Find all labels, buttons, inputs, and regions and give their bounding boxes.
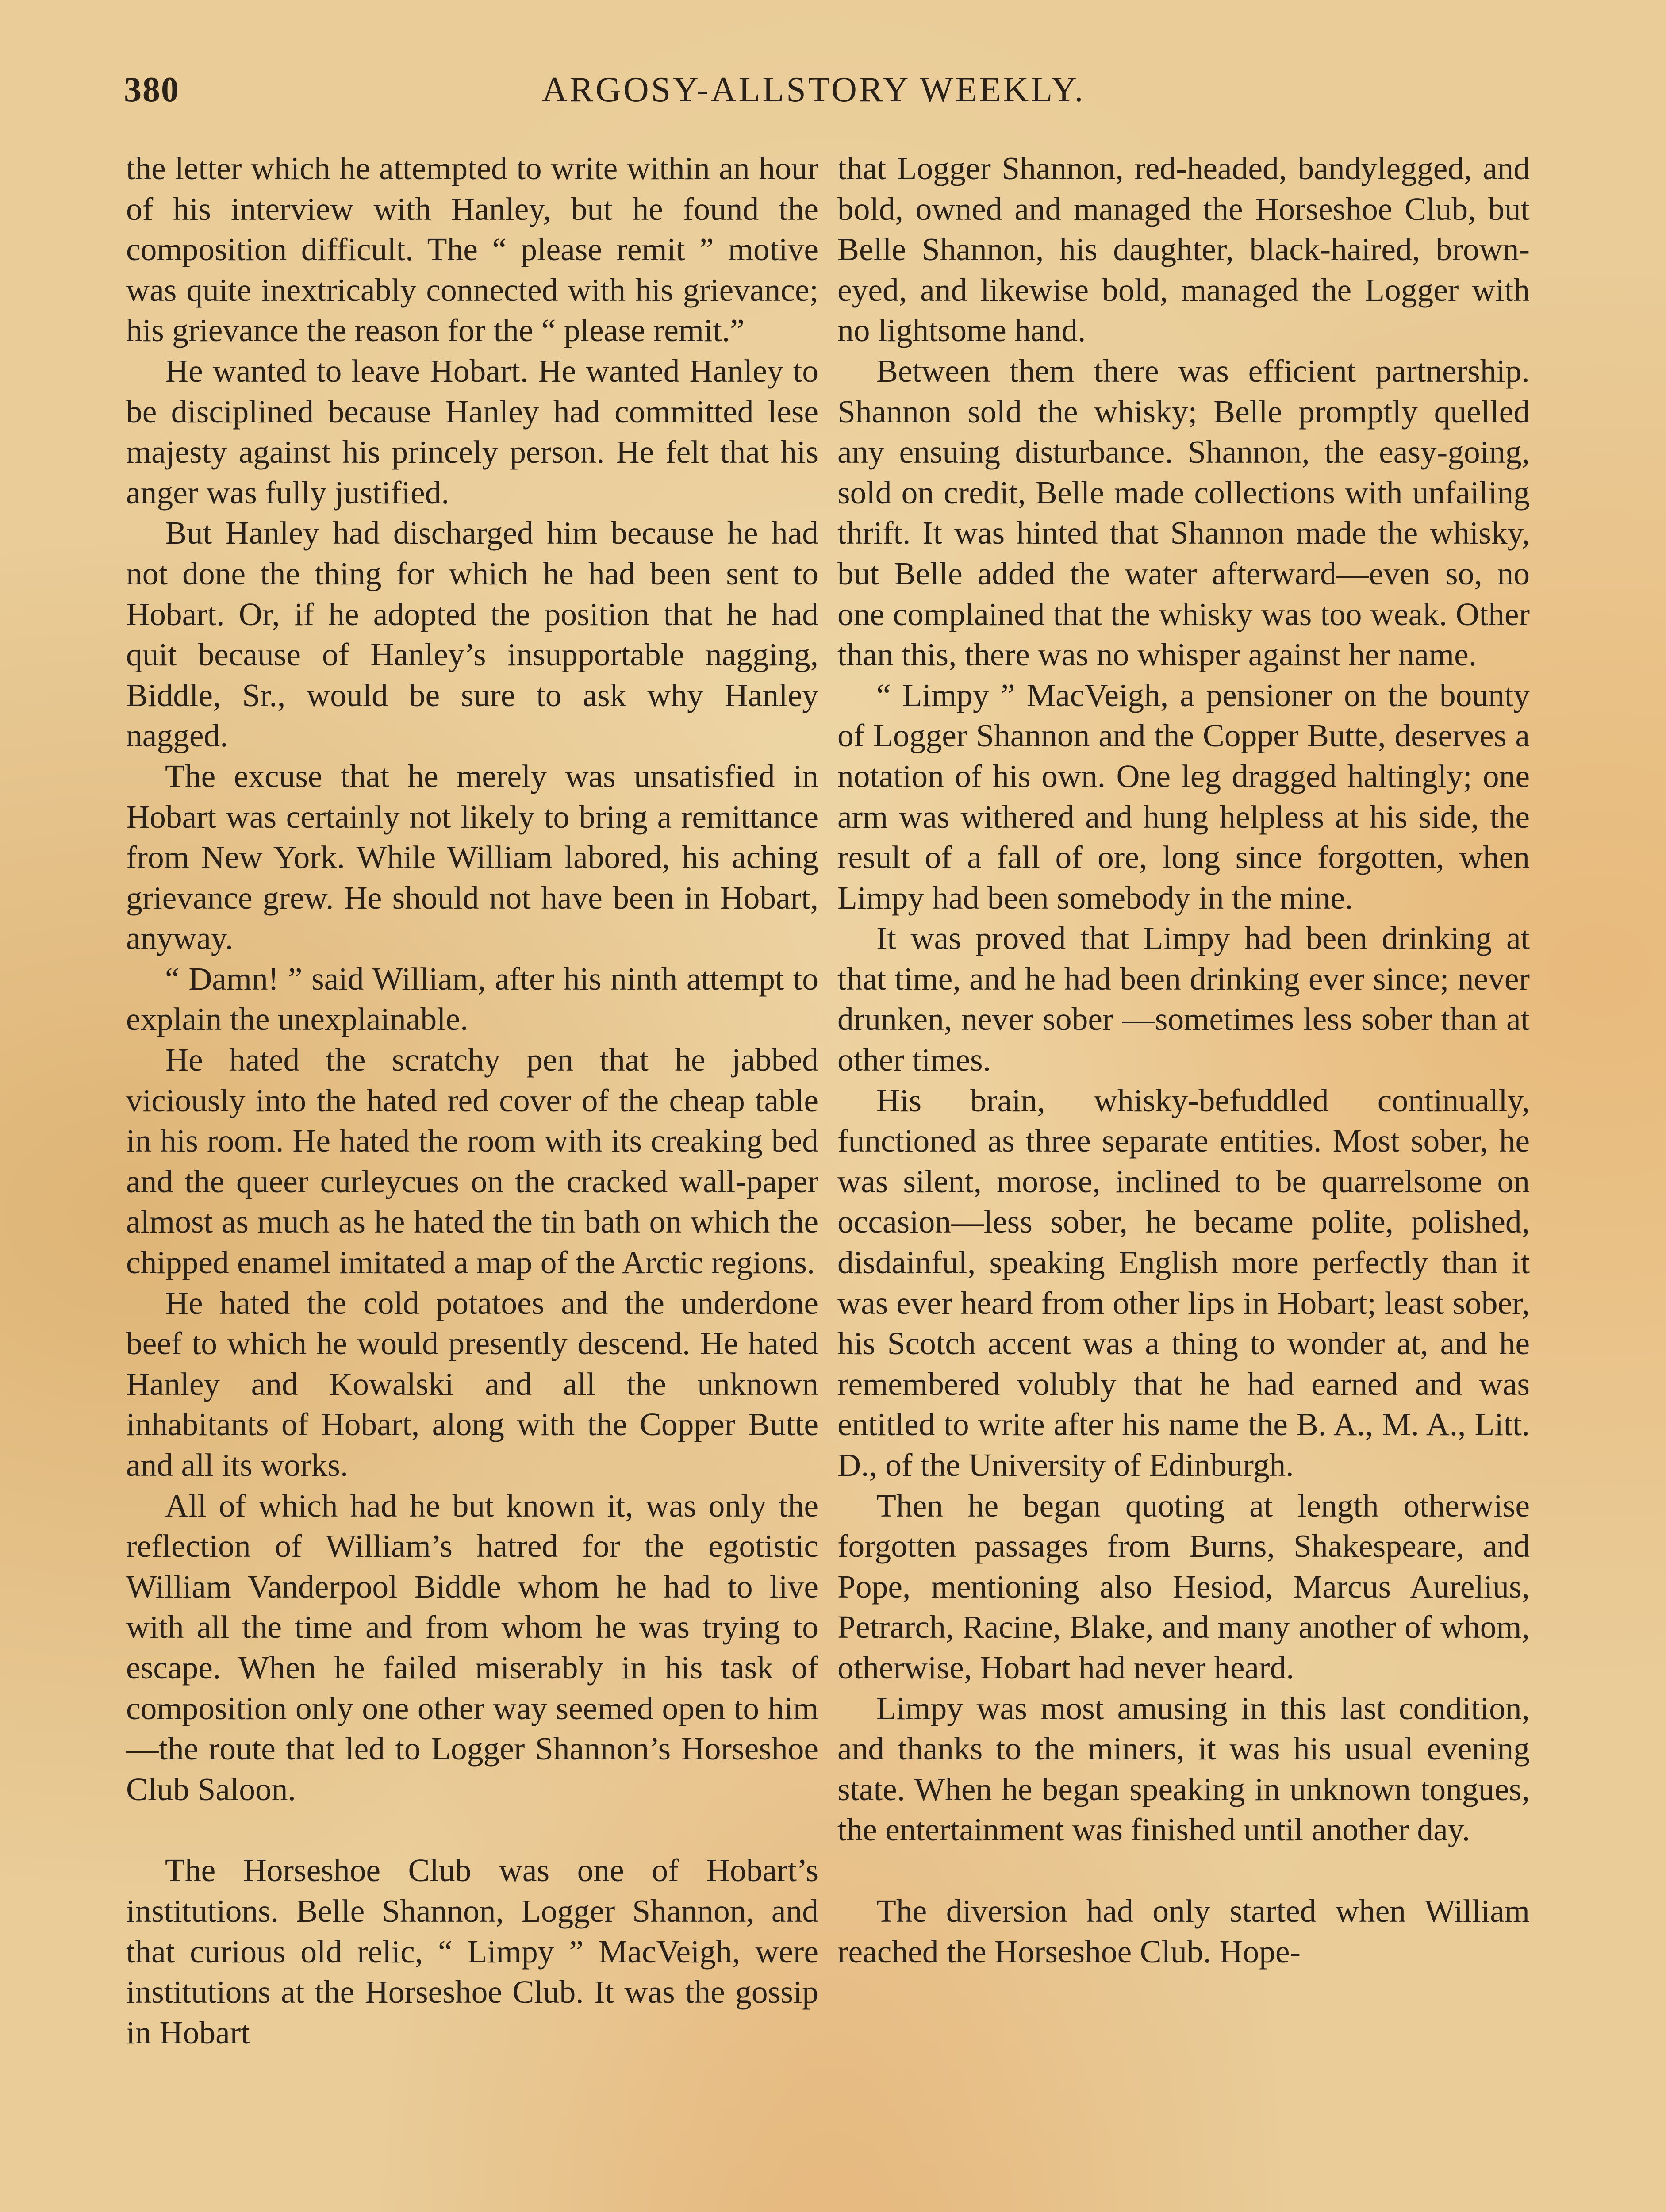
paragraph: Then he began quoting at length otherwise forgotten passages from Burns, Shakespeare, and Pope, mentioning also Hesiod, Marcus Aurelius, Petrarch, Racine, Blake, and many another of whom, otherwise, Hobart had never heard.	[837, 1487, 1530, 1686]
running-head: ARGOSY-ALLSTORY WEEKLY.	[542, 70, 1086, 109]
paragraph: He hated the scratchy pen that he jabbed viciously into the hated red cover of the cheap table in his room. He hated the room with its creaking bed and the queer curleycues on the cracked wall-paper almost as much as he hated the tin bath on which the chipped enamel imitated a map of the Arctic regions.	[126, 1042, 818, 1281]
paragraph: But Hanley had discharged him because he had not done the thing for which he had been sent to Hobart. Or, if he adopted the position that he had quit because of Hanley’s insupportable nagging, Biddle, Sr., would be sure to ask why Hanley nagged.	[126, 515, 818, 754]
paragraph: the letter which he attempted to write within an hour of his interview with Hanley, but he found the composition difficult. The “ please remit ” motive was quite inextricably connected with his grievance; his grievance the reason for the “ please remit.”	[126, 150, 818, 349]
paragraph: Limpy was most amusing in this last condition, and thanks to the miners, it was his usual evening state. When he began speaking in unknown tongues, the entertainment was finished until another day.	[837, 1690, 1530, 1848]
paragraph: that Logger Shannon, red-headed, bandylegged, and bold, owned and managed the Horseshoe Club, but Belle Shannon, his daughter, black-haired, brown-eyed, and likewise bold, managed the Logger with no lightsome hand.	[837, 150, 1530, 349]
paragraph: He wanted to leave Hobart. He wanted Hanley to be disciplined because Hanley had committed lese majesty against his princely person. He felt that his anger was fully justified.	[126, 353, 818, 511]
section-break	[837, 1850, 1530, 1891]
section-break	[126, 1809, 818, 1850]
paragraph: The excuse that he merely was unsatisfied in Hobart was certainly not likely to bring a remittance from New York. While William labored, his aching grievance grew. He should not have been in Hobart, anyway.	[126, 758, 818, 956]
right-column	[837, 148, 1530, 1972]
paragraph: It was proved that Limpy had been drinking at that time, and he had been drinking ever since; never drunken, never sober —sometimes less sober than at other times.	[837, 920, 1530, 1078]
paragraph: “ Damn! ” said William, after his ninth attempt to explain the unexplainable.	[126, 960, 818, 1037]
left-column	[126, 148, 818, 2053]
paragraph: The diversion had only started when William reached the Horseshoe Club. Hope-	[837, 1893, 1530, 1970]
page-header	[124, 70, 1363, 127]
paragraph: All of which had he but known it, was only the reflection of William’s hatred for the egotistic William Vanderpool Biddle whom he had to live with all the time and from whom he was trying to escape. When he failed miserably in his task of composition only one other way seemed open to him—the route that led to Logger Shannon’s Horseshoe Club Saloon.	[126, 1487, 818, 1807]
paragraph: The Horseshoe Club was one of Hobart’s institutions. Belle Shannon, Logger Shannon, and that curious old relic, “ Limpy ” MacVeigh, were institutions at the Horseshoe Club. It was the gossip in Hobart	[126, 1852, 818, 2051]
paragraph: He hated the cold potatoes and the underdone beef to which he would presently descend. He hated Hanley and Kowalski and all the unknown inhabitants of Hobart, along with the Copper Butte and all its works.	[126, 1285, 818, 1483]
paragraph: Between them there was efficient partnership. Shannon sold the whisky; Belle promptly quelled any ensuing disturbance. Shannon, the easy-going, sold on credit, Belle made collections with unfailing thrift. It was hinted that Shannon made the whisky, but Belle added the water afterward—even so, no one complained that the whisky was too weak. Other than this, there was no whisper against her name.	[837, 353, 1530, 673]
paragraph: “ Limpy ” MacVeigh, a pensioner on the bounty of Logger Shannon and the Copper Butte, deserves a notation of his own. One leg dragged haltingly; one arm was withered and hung helpless at his side, the result of a fall of ore, long since forgotten, when Limpy had been somebody in the mine.	[837, 677, 1530, 916]
paragraph: His brain, whisky-befuddled continually, functioned as three separate entities. Most sober, he was silent, morose, inclined to be quarrelsome on occasion—less sober, he became polite, polished, disdainful, speaking English more perfectly than it was ever heard from other lips in Hobart; least sober, his Scotch accent was a thing to wonder at, and he remembered volubly that he had earned and was entitled to write after his name the B. A., M. A., Litt. D., of the University of Edinburgh.	[837, 1082, 1530, 1483]
page-number: 380	[124, 70, 180, 109]
